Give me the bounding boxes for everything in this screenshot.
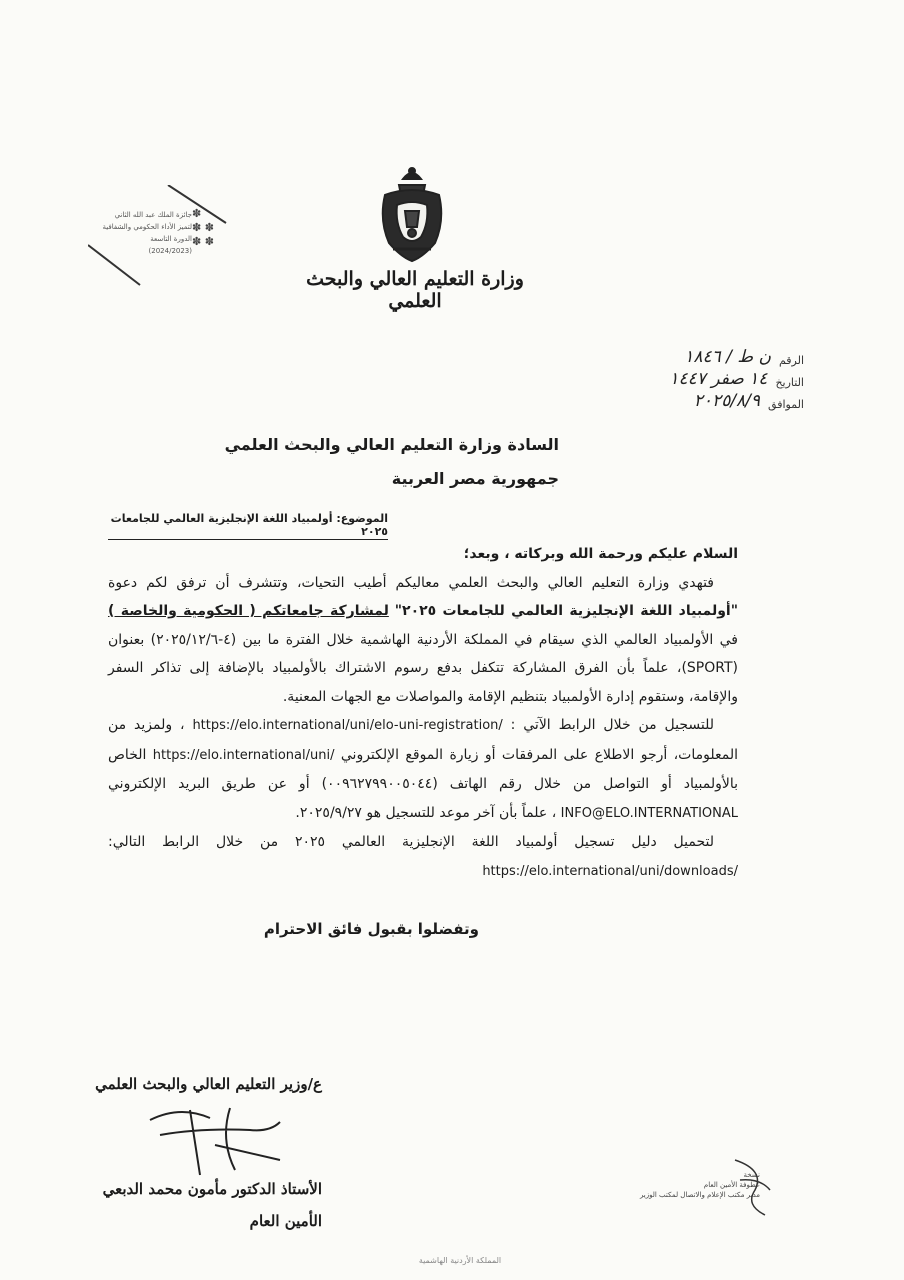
copy-note-line-1: نسخة: [743, 1171, 760, 1179]
p1-intro: فتهدي وزارة التعليم العالي والبحث العلمي معاليكم أطيب التحيات، وتتشرف أن ترفق لكم دعوة: [108, 574, 714, 591]
subject-text: أولمبياد اللغة الإنجليزية العالمي للجامعات ٢٠٢٥: [110, 512, 388, 538]
award-line-4: (2024/2023): [148, 247, 192, 255]
p2-contact: الخاص بالأولمبياد أو التواصل من خلال رقم الهاتف (٠٠٩٦٢٧٩٩٠٠٥٠٤٤) أو عن طريق البريد الإلكتروني: [108, 746, 738, 792]
registration-link[interactable]: https://elo.international/uni/elo-uni-registration/: [192, 718, 503, 733]
subject-line: [108, 512, 388, 540]
p2-intro: للتسجيل من خلال الرابط الآتي :: [510, 717, 715, 733]
addressee-line-2: جمهورية مصر العربية: [391, 469, 559, 488]
copy-note-line-3: مدير مكتب الإعلام والاتصال لمكتب الوزير: [639, 1191, 760, 1199]
award-line-2: لتميز الأداء الحكومي والشفافية: [102, 223, 192, 231]
ministry-name: وزارة التعليم العالي والبحث العلمي: [306, 268, 524, 312]
footer-text: المملكة الأردنية الهاشمية: [418, 1256, 502, 1265]
greeting: السلام عليكم ورحمة الله وبركاته ، وبعد؛: [463, 546, 738, 562]
jordan-crest-icon: [375, 165, 449, 265]
signatory-name: الأستاذ الدكتور مأمون محمد الدبعي: [102, 1180, 322, 1198]
ref-corresponding-value: ٢٠٢٥/٨/٩: [693, 391, 761, 411]
ref-number-value: ن ط / ١٨٤٦: [684, 347, 771, 367]
email-link[interactable]: INFO@ELO.INTERNATIONAL: [560, 805, 738, 821]
p1-participation: لمشاركة جامعاتكم ( الحكومية والخاصة ): [108, 603, 389, 619]
handwritten-signature: [120, 1100, 320, 1180]
website-link[interactable]: https://elo.international/uni/: [152, 747, 335, 763]
initials-scribble: [725, 1150, 775, 1220]
closing-line: وتفضلوا بقبول فائق الاحترام: [263, 920, 479, 938]
p1-details: في الأولمبياد العالمي الذي سيقام في المملكة الأردنية الهاشمية خلال الفترة ما بين (٤-٢٠٢٥/١٢/٦) بعنوان (SPORT)، علماً بأن الفرق المشاركة تتكفل بدفع رسوم الاشتراك بالأولمبياد بالإضافة إلى تذاكر السفر والإقامة، وستقوم إدارة الأولمبياد بتنظيم الإقامة والمواصلات مع الجهات المعنية.: [108, 631, 738, 705]
addressee-line-1: السادة وزارة التعليم العالي والبحث العلمي: [224, 435, 559, 454]
ref-date-value: ١٤ صفر ١٤٤٧: [669, 369, 768, 389]
signatory-title: الأمين العام: [249, 1212, 322, 1230]
award-line-1: جائزة الملك عبد الله الثاني: [114, 211, 192, 219]
addressee: [225, 428, 559, 496]
subject-label: الموضوع:: [336, 512, 388, 525]
letter-body: [108, 540, 738, 886]
star-rating-icon: ✽ ✽ ✽ ✽ ✽: [192, 207, 214, 248]
copy-note-line-2: عطوفة الأمين العام: [703, 1181, 760, 1189]
p3-intro: لتحميل دليل تسجيل أولمبياد اللغة الإنجليزية العالمي ٢٠٢٥ من خلال الرابط التالي:: [108, 834, 714, 850]
p1-event-name: "أولمبياد اللغة الإنجليزية العالمي للجامعات ٢٠٢٥": [394, 603, 738, 619]
paragraph-1: [108, 569, 738, 712]
paragraph-3: [108, 828, 738, 886]
paragraph-2: [108, 711, 738, 828]
p2-more-info: ، ولمزيد من المعلومات، أرجو الاطلاع على المرفقات أو زيارة الموقع الإلكتروني: [108, 717, 738, 763]
ref-number-label: الرقم: [778, 354, 804, 367]
signature-on-behalf: [42, 1075, 322, 1093]
award-badge: [88, 185, 238, 295]
ref-date-label: التاريخ: [775, 376, 804, 389]
reference-block: [564, 345, 804, 411]
downloads-link[interactable]: https://elo.international/uni/downloads/: [482, 863, 738, 879]
p2-deadline: ، علماً بأن آخر موعد للتسجيل هو ٢٠٢٥/٩/٢٧.: [295, 804, 557, 821]
on-behalf-text: ع/وزير التعليم العالي والبحث العلمي: [95, 1075, 322, 1093]
award-line-3: الدورة التاسعة: [150, 235, 192, 243]
ref-corresponding-label: الموافق: [768, 398, 804, 411]
